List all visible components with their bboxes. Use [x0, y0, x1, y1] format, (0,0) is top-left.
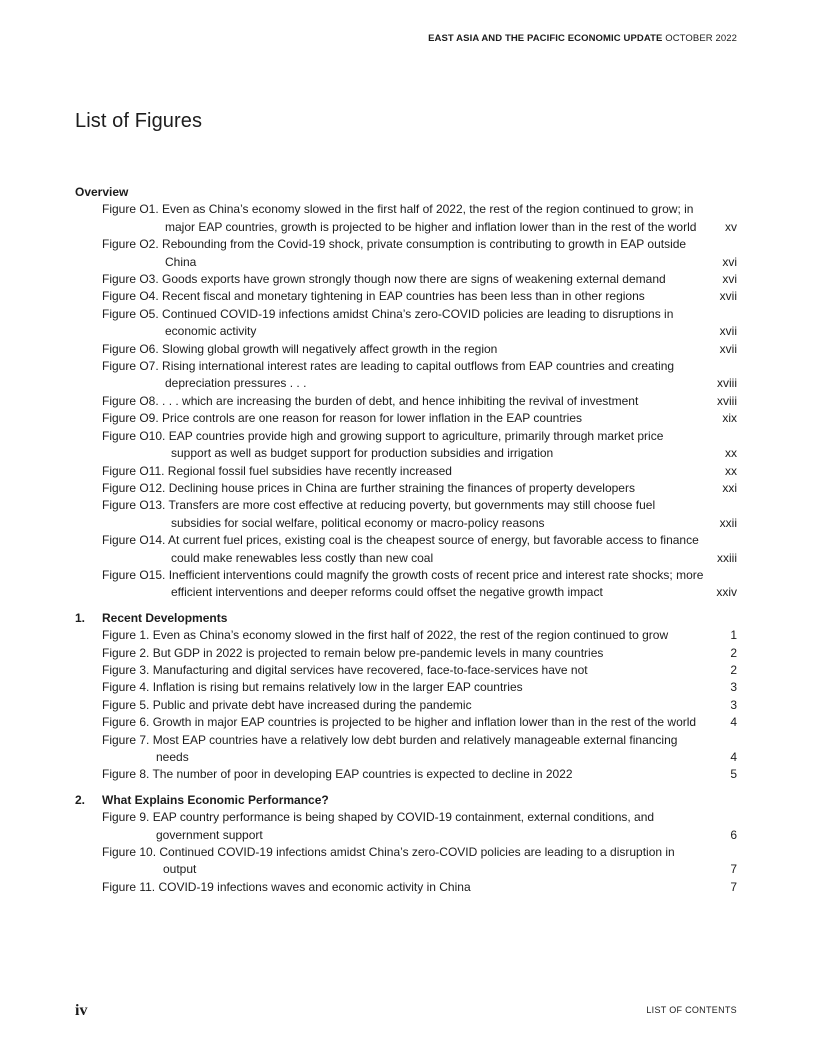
toc-entry-label: Figure O13. Transfers are more cost effective at reducing poverty, but governments may still choose fuel subsidies for social welfare, political economy or macro-policy reasons	[102, 498, 656, 530]
toc-entry-5[interactable]	[75, 697, 737, 714]
toc-entry-o9[interactable]	[75, 410, 737, 427]
toc-entry-label: Figure 1. Even as China’s economy slowed in the first half of 2022, the rest of the region continued to grow	[102, 628, 669, 643]
section-number: 2.	[75, 792, 86, 807]
toc-entry-page: 4	[730, 715, 737, 730]
toc-entry-1[interactable]	[75, 627, 737, 644]
toc-entry-label: Figure O11. Regional fossil fuel subsidies have recently increased	[102, 463, 452, 478]
toc-entry-2[interactable]	[75, 645, 737, 662]
toc-entry-label: Figure 3. Manufacturing and digital services have recovered, face-to-face-services have not	[102, 662, 588, 677]
section-title: What Explains Economic Performance?	[102, 792, 329, 807]
toc-entry-page: 1	[730, 628, 737, 643]
toc-entry-page: 5	[730, 767, 737, 782]
toc-entry-page: 4	[730, 750, 737, 764]
toc-entry-10[interactable]	[75, 844, 737, 879]
toc-entry-label: Figure O4. Recent fiscal and monetary tightening in EAP countries has been less than in other regions	[102, 289, 645, 304]
toc-entry-page: xv	[725, 219, 737, 234]
toc-entry-page: xvii	[719, 341, 737, 356]
section-2-heading	[75, 792, 737, 809]
toc-entry-label: Figure 10. Continued COVID-19 infections amidst China’s zero-COVID policies are leading to a disruption in output	[102, 845, 675, 877]
toc-entry-o8[interactable]	[75, 393, 737, 410]
toc-entry-o3[interactable]	[75, 271, 737, 288]
toc-entry-label: Figure 2. But GDP in 2022 is projected to remain below pre-pandemic levels in many countries	[102, 645, 604, 660]
toc-entry-o11[interactable]	[75, 463, 737, 480]
toc-entry-page: xxiv	[716, 585, 737, 600]
toc-entry-11[interactable]	[75, 879, 737, 896]
toc-entry-label: Figure 4. Inflation is rising but remains relatively low in the larger EAP countries	[102, 680, 523, 695]
overview-entries	[75, 201, 737, 601]
toc-entry-o2[interactable]	[75, 236, 737, 271]
toc-entry-label: Figure O15. Inefficient interventions could magnify the growth costs of recent price and interest rate shocks; more efficient interventions and deeper reforms could offset the negative growth impact	[102, 567, 704, 600]
toc-entry-page: 2	[730, 662, 737, 677]
toc-entry-3[interactable]	[75, 662, 737, 679]
toc-entry-page: xvii	[719, 324, 737, 339]
toc-entry-page: xviii	[717, 376, 737, 391]
toc-entry-page: xvi	[722, 254, 737, 269]
toc-entry-label: Figure O9. Price controls are one reason for reason for lower inflation in the EAP countries	[102, 411, 583, 426]
toc-entry-o7[interactable]	[75, 358, 737, 393]
toc-entry-page: xxi	[722, 480, 737, 495]
toc-entry-o4[interactable]	[75, 288, 737, 305]
running-header	[428, 33, 737, 44]
section-2-entries	[75, 809, 737, 896]
overview-heading-label: Overview	[75, 185, 129, 199]
toc-entry-page: xxii	[719, 515, 737, 530]
toc-entry-o6[interactable]	[75, 341, 737, 358]
running-header-title: EAST ASIA AND THE PACIFIC ECONOMIC UPDATE	[428, 33, 663, 44]
toc-entry-9[interactable]	[75, 809, 737, 844]
toc-entry-page: xx	[725, 463, 737, 478]
toc-entry-label: Figure O7. Rising international interest rates are leading to capital outflows from EAP countries and creating depreciation pressures . . .	[102, 359, 675, 391]
toc-entry-label: Figure O14. At current fuel prices, existing coal is the cheapest source of energy, but favorable access to finance could make renewables less costly than new coal	[102, 533, 699, 565]
toc-entry-page: 7	[730, 862, 737, 877]
toc-entry-o5[interactable]	[75, 306, 737, 341]
toc-entry-page: xxiii	[717, 550, 737, 565]
toc-entry-o13[interactable]	[75, 497, 737, 532]
section-title: Recent Developments	[102, 610, 228, 625]
toc-entry-page: 3	[730, 697, 737, 712]
toc-entry-page: 2	[730, 645, 737, 660]
toc-entry-label: Figure O10. EAP countries provide high and growing support to agriculture, primarily through market price support as well as budget support for production subsidies and irrigation	[102, 428, 664, 461]
page-title: List of Figures	[75, 110, 203, 132]
toc-entry-page: xvi	[722, 272, 737, 287]
toc-entry-o10[interactable]	[75, 428, 737, 463]
toc-entry-label: Figure 8. The number of poor in developing EAP countries is expected to decline in 2022	[102, 767, 573, 782]
toc-entry-7[interactable]	[75, 732, 737, 767]
toc-entry-6[interactable]	[75, 714, 737, 731]
toc-entry-label: Figure O12. Declining house prices in China are further straining the finances of property developers	[102, 480, 635, 495]
toc-entry-page: 7	[730, 879, 737, 894]
toc-entry-page: 6	[730, 827, 737, 842]
section-number: 1.	[75, 610, 86, 625]
toc-entry-4[interactable]	[75, 679, 737, 696]
toc-entry-o1[interactable]	[75, 201, 737, 236]
list-of-figures	[75, 184, 737, 896]
toc-entry-o14[interactable]	[75, 532, 737, 567]
toc-entry-label: Figure O5. Continued COVID-19 infections amidst China’s zero-COVID policies are leading to disruptions in economic activity	[102, 306, 674, 339]
toc-entry-o12[interactable]	[75, 480, 737, 497]
toc-entry-o15[interactable]	[75, 567, 737, 602]
toc-entry-page: xviii	[717, 393, 737, 408]
toc-entry-label: Figure O6. Slowing global growth will negatively affect growth in the region	[102, 341, 498, 356]
toc-entry-page: 3	[730, 680, 737, 695]
toc-entry-label: Figure O2. Rebounding from the Covid-19 shock, private consumption is contributing to growth in EAP outside China	[102, 237, 687, 269]
toc-entry-label: Figure O1. Even as China’s economy slowed in the first half of 2022, the rest of the region continued to grow; in major EAP countries, growth is projected to be higher and inflation lower than in the rest of the world	[102, 202, 697, 234]
overview-heading	[75, 184, 737, 201]
toc-entry-label: Figure 9. EAP country performance is being shaped by COVID-19 containment, external conditions, and government support	[102, 810, 655, 842]
running-footer: LIST OF CONTENTS	[646, 1005, 737, 1015]
toc-entry-page: xvii	[719, 289, 737, 304]
page-number: iv	[75, 1002, 88, 1019]
section-1-heading	[75, 610, 737, 627]
toc-entry-label: Figure O3. Goods exports have grown strongly though now there are signs of weakening external demand	[102, 272, 666, 287]
toc-entry-page: xx	[725, 446, 737, 461]
toc-entry-label: Figure 5. Public and private debt have increased during the pandemic	[102, 697, 472, 712]
toc-entry-label: Figure O8. . . . which are increasing the burden of debt, and hence inhibiting the revival of investment	[102, 393, 639, 408]
section-1-entries	[75, 627, 737, 784]
toc-entry-label: Figure 6. Growth in major EAP countries is projected to be higher and inflation lower than in the rest of the world	[102, 715, 697, 730]
running-header-date: OCTOBER 2022	[665, 33, 737, 44]
toc-entry-8[interactable]	[75, 766, 737, 783]
toc-entry-label: Figure 7. Most EAP countries have a relatively low debt burden and relatively manageable external financing needs	[102, 732, 678, 764]
toc-entry-page: xix	[722, 411, 737, 426]
toc-entry-label: Figure 11. COVID-19 infections waves and economic activity in China	[102, 879, 471, 894]
